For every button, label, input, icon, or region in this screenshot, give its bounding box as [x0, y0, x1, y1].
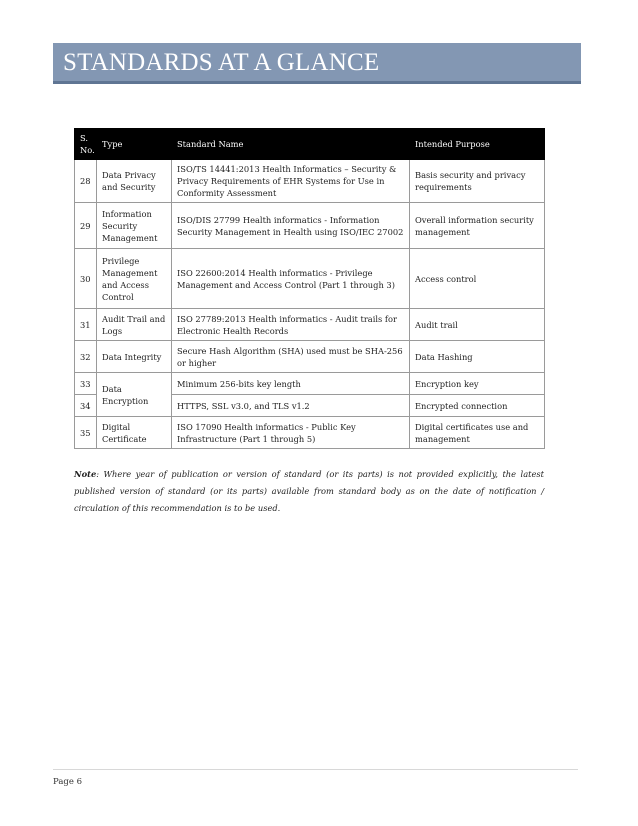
- note-label: Note: [74, 469, 97, 479]
- cell-purpose: Access control: [410, 249, 545, 309]
- cell-sno: 32: [75, 341, 97, 373]
- cell-standard-name: ISO 17090 Health informatics - Public Key Infrastructure (Part 1 through 5): [172, 417, 410, 449]
- cell-type: Information Security Management: [97, 203, 172, 249]
- cell-type: Digital Certificate: [97, 417, 172, 449]
- table-row: [75, 249, 545, 309]
- cell-type: Audit Trail and Logs: [97, 309, 172, 341]
- table-row: [75, 373, 545, 395]
- page-number: Page 6: [53, 777, 82, 787]
- cell-sno: 31: [75, 309, 97, 341]
- cell-sno: 34: [75, 395, 97, 417]
- cell-standard-name: ISO/TS 14441:2013 Health Informatics – Security & Privacy Requirements of EHR Systems for Use in Conformity Assessment: [172, 160, 410, 203]
- cell-type: Privilege Management and Access Control: [97, 249, 172, 309]
- footer-divider: [53, 769, 578, 770]
- cell-standard-name: Secure Hash Algorithm (SHA) used must be SHA-256 or higher: [172, 341, 410, 373]
- cell-standard-name: ISO 27789:2013 Health informatics - Audit trails for Electronic Health Records: [172, 309, 410, 341]
- cell-standard-name: HTTPS, SSL v3.0, and TLS v1.2: [172, 395, 410, 417]
- cell-purpose: Audit trail: [410, 309, 545, 341]
- table-row: [75, 309, 545, 341]
- cell-standard-name: ISO/DIS 27799 Health informatics - Information Security Management in Health using ISO/IEC 27002: [172, 203, 410, 249]
- header-sno: S. No.: [75, 129, 97, 160]
- cell-type: Data Integrity: [97, 341, 172, 373]
- cell-type: Data Privacy and Security: [97, 160, 172, 203]
- section-banner: [53, 43, 581, 84]
- note-paragraph: [74, 466, 544, 517]
- cell-purpose: Data Hashing: [410, 341, 545, 373]
- cell-purpose: Digital certificates use and management: [410, 417, 545, 449]
- cell-sno: 35: [75, 417, 97, 449]
- standards-table: [74, 128, 545, 449]
- cell-purpose: Encrypted connection: [410, 395, 545, 417]
- header-intended-purpose: Intended Purpose: [410, 129, 545, 160]
- cell-sno: 28: [75, 160, 97, 203]
- cell-purpose: Encryption key: [410, 373, 545, 395]
- cell-sno: 33: [75, 373, 97, 395]
- cell-sno: 29: [75, 203, 97, 249]
- cell-standard-name: Minimum 256-bits key length: [172, 373, 410, 395]
- cell-purpose: Basis security and privacy requirements: [410, 160, 545, 203]
- table-row: [75, 417, 545, 449]
- cell-standard-name: ISO 22600:2014 Health informatics - Privilege Management and Access Control (Part 1 through 3): [172, 249, 410, 309]
- header-standard-name: Standard Name: [172, 129, 410, 160]
- cell-type: Data Encryption: [97, 373, 172, 417]
- cell-purpose: Overall information security management: [410, 203, 545, 249]
- note-text: : Where year of publication or version of standard (or its parts) is not provided explicitly, the latest published version of standard (or its parts) available from standard body as on the date of notification / circulation of this recommendation is to be used.: [74, 469, 544, 513]
- table-row: [75, 160, 545, 203]
- section-title: STANDARDS AT A GLANCE: [63, 49, 380, 76]
- table-header-row: [75, 129, 545, 160]
- table-row: [75, 203, 545, 249]
- cell-sno: 30: [75, 249, 97, 309]
- table-row: [75, 341, 545, 373]
- header-type: Type: [97, 129, 172, 160]
